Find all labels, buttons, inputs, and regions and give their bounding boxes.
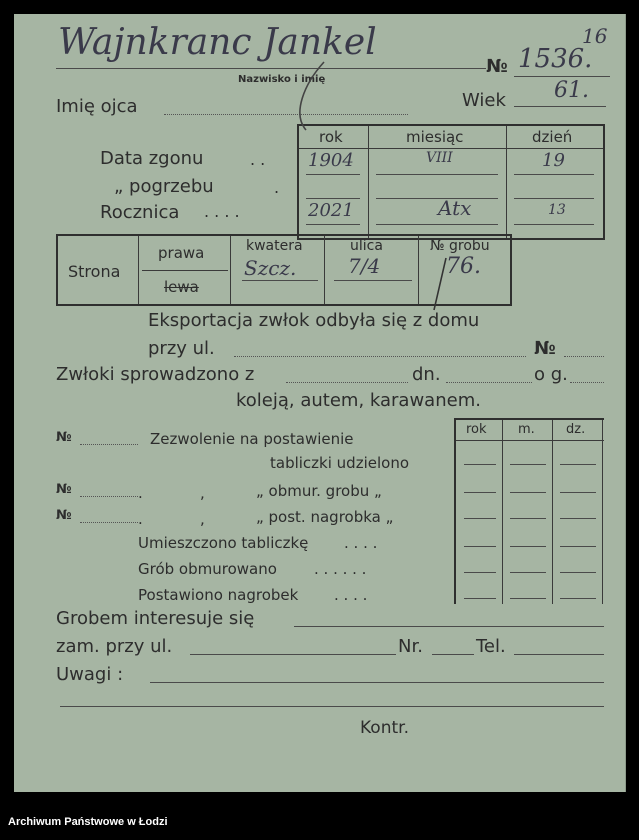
death-date-dots: . . bbox=[250, 150, 266, 169]
cell-line bbox=[510, 492, 546, 493]
cell-line bbox=[560, 492, 596, 493]
permit2-nr-line bbox=[80, 496, 138, 497]
cell-line bbox=[560, 464, 596, 465]
burial-date-label: „ pogrzebu bbox=[114, 176, 214, 197]
quarter-handwritten: Szcz. bbox=[244, 256, 297, 280]
cell-line bbox=[560, 518, 596, 519]
brought-day-label: dn. bbox=[412, 364, 441, 385]
permit1-text: Zezwolenie na postawienie bbox=[150, 430, 354, 448]
export-nr-line bbox=[564, 356, 604, 357]
side-left-label: lewa bbox=[164, 278, 199, 296]
death-year-line bbox=[306, 174, 360, 175]
export-street-line bbox=[234, 356, 526, 357]
brought-from-line bbox=[286, 382, 408, 383]
notes-line-1 bbox=[150, 682, 604, 683]
death-month-line bbox=[376, 174, 498, 175]
permits-left-border bbox=[454, 418, 456, 604]
death-date-label: Data zgonu bbox=[100, 148, 204, 169]
address-nr-line bbox=[432, 654, 474, 655]
permits-col-divider-2 bbox=[552, 420, 553, 604]
father-name-label: Imię ojca bbox=[56, 96, 138, 117]
permits-col-divider-1 bbox=[502, 420, 503, 604]
tel-label: Tel. bbox=[476, 636, 506, 657]
transport-options: koleją, autem, karawanem. bbox=[236, 390, 481, 411]
cell-line bbox=[560, 598, 596, 599]
street-handwritten: 7/4 bbox=[348, 254, 381, 278]
dates-col-divider-1 bbox=[368, 126, 369, 238]
permit3-text: „ post. nagrobka „ bbox=[256, 508, 394, 526]
tomb-dots: . . . . bbox=[334, 586, 368, 604]
burial-date-dots: . bbox=[274, 178, 280, 197]
grave-ink-stroke bbox=[428, 254, 458, 314]
placed-plate-dots: . . . . bbox=[344, 534, 378, 552]
permits-table bbox=[454, 418, 604, 606]
permit3-nr-line bbox=[80, 522, 138, 523]
permits-header-line bbox=[456, 440, 604, 441]
anniversary-label: Rocznica bbox=[100, 202, 180, 223]
interested-line bbox=[294, 626, 604, 627]
anniversary-year-line bbox=[306, 224, 360, 225]
cell-line bbox=[510, 572, 546, 573]
tomb-label: Postawiono nagrobek bbox=[138, 586, 299, 604]
cell-line bbox=[464, 518, 496, 519]
location-col-divider-4 bbox=[418, 236, 419, 304]
brought-hour-label: o g. bbox=[534, 364, 568, 385]
location-col-divider-1 bbox=[138, 236, 139, 304]
walled-label: Grób obmurowano bbox=[138, 560, 277, 578]
street-label: ulica bbox=[350, 238, 383, 254]
dates-col-divider-2 bbox=[506, 126, 507, 238]
notes-line-2 bbox=[60, 706, 604, 707]
cell-line bbox=[560, 546, 596, 547]
tel-line bbox=[514, 654, 604, 655]
permit2-dots: . , bbox=[138, 484, 205, 502]
card-number-line bbox=[514, 76, 610, 77]
address-label: zam. przy ul. bbox=[56, 636, 173, 657]
permits-right-border bbox=[602, 420, 603, 604]
permits-col-day: dz. bbox=[566, 422, 586, 437]
card-number-handwritten: 1536. bbox=[518, 44, 593, 74]
permits-col-month: m. bbox=[518, 422, 535, 437]
location-col-divider-2 bbox=[230, 236, 231, 304]
anniversary-month-handwritten: Atx bbox=[438, 196, 472, 220]
death-year-handwritten: 1904 bbox=[308, 150, 354, 171]
location-col-divider-3 bbox=[324, 236, 325, 304]
cell-line bbox=[510, 598, 546, 599]
side-right-label: prawa bbox=[158, 244, 205, 262]
export-nr-label: № bbox=[534, 338, 556, 359]
grave-number-label: № grobu bbox=[430, 238, 490, 254]
brought-from-label: Zwłoki sprowadzono z bbox=[56, 364, 255, 385]
street-line bbox=[334, 280, 412, 281]
cell-line bbox=[510, 546, 546, 547]
age-label: Wiek bbox=[462, 90, 506, 111]
side-label: Strona bbox=[68, 262, 121, 281]
anniversary-year-handwritten: 2021 bbox=[308, 200, 354, 221]
anniversary-month-line bbox=[376, 224, 498, 225]
permit1-nr-line bbox=[80, 444, 138, 445]
cell-line bbox=[464, 492, 496, 493]
permit1-text-b: tabliczki udzielono bbox=[270, 454, 409, 472]
side-split-line bbox=[142, 270, 228, 271]
burial-month-line bbox=[376, 198, 498, 199]
address-nr-label: Nr. bbox=[398, 636, 423, 657]
permit2-text: „ obmur. grobu „ bbox=[256, 482, 382, 500]
age-handwritten: 61. bbox=[554, 78, 589, 103]
cell-line bbox=[464, 464, 496, 465]
death-day-line bbox=[514, 174, 594, 175]
surname-label: Nazwisko i imię bbox=[238, 74, 326, 85]
dates-col-month: miesiąc bbox=[406, 128, 464, 146]
permits-col-year: rok bbox=[466, 422, 487, 437]
export-street-label: przy ul. bbox=[148, 338, 215, 359]
permit2-nr: № bbox=[56, 482, 72, 497]
cell-line bbox=[510, 518, 546, 519]
ink-stroke bbox=[284, 54, 344, 134]
quarter-line bbox=[242, 280, 318, 281]
cell-line bbox=[464, 572, 496, 573]
surname-line bbox=[56, 68, 486, 69]
brought-hour-line bbox=[570, 382, 604, 383]
cell-line bbox=[560, 572, 596, 573]
quarter-label: kwatera bbox=[246, 238, 303, 254]
cell-line bbox=[464, 546, 496, 547]
walled-dots: . . . . . . bbox=[314, 560, 367, 578]
address-line bbox=[190, 654, 396, 655]
anniversary-day-handwritten: 13 bbox=[548, 202, 566, 218]
notes-label: Uwagi : bbox=[56, 664, 124, 685]
permit1-nr: № bbox=[56, 430, 72, 445]
dates-col-day: dzień bbox=[532, 128, 573, 146]
archive-caption: Archiwum Państwowe w Łodzi bbox=[8, 816, 168, 828]
anniversary-day-line bbox=[514, 224, 594, 225]
interested-label: Grobem interesuje się bbox=[56, 608, 255, 629]
dates-col-year: rok bbox=[319, 128, 343, 146]
placed-plate-label: Umieszczono tabliczkę bbox=[138, 534, 309, 552]
surname-handwritten: Wajnkranc Jankel bbox=[58, 22, 377, 63]
burial-year-line bbox=[306, 198, 360, 199]
dates-header-line bbox=[299, 148, 603, 149]
burial-day-line bbox=[514, 198, 594, 199]
age-line bbox=[514, 106, 606, 107]
card-number-label: № bbox=[486, 56, 508, 77]
permit3-dots: . , bbox=[138, 510, 205, 528]
death-day-handwritten: 19 bbox=[542, 150, 565, 171]
card-number-top-handwritten: 16 bbox=[582, 24, 608, 48]
grave-number-handwritten: 76. bbox=[446, 254, 481, 279]
control-label: Kontr. bbox=[360, 718, 409, 738]
export-line-1: Eksportacja zwłok odbyła się z domu bbox=[148, 310, 480, 331]
permit3-nr: № bbox=[56, 508, 72, 523]
anniversary-dots: . . . . bbox=[204, 202, 240, 221]
brought-day-line bbox=[446, 382, 532, 383]
cell-line bbox=[464, 598, 496, 599]
death-month-handwritten: VIII bbox=[426, 150, 453, 166]
record-card bbox=[14, 14, 626, 792]
cell-line bbox=[510, 464, 546, 465]
